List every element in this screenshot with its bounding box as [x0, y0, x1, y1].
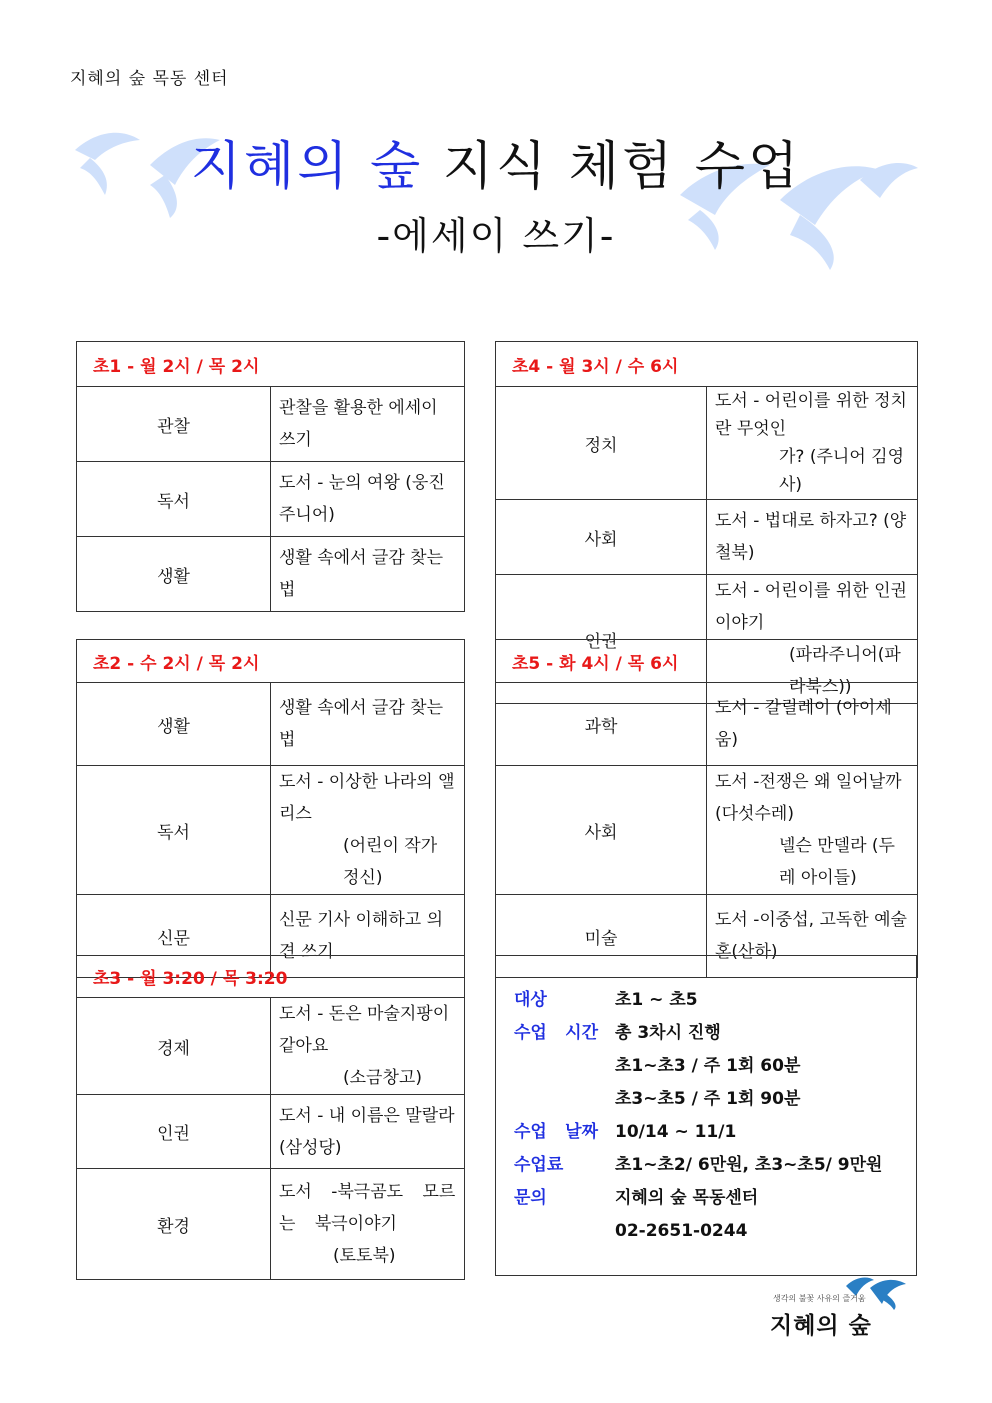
contact-label: 문의	[514, 1188, 547, 1208]
subject-cell: 환경	[77, 1169, 271, 1280]
description-cell: 도서 - 갈릴레이 (아이세움)	[707, 683, 918, 766]
description-cell: 도서 - 이상한 나라의 앨리스 (어린이 작가 정신)	[271, 766, 465, 895]
subject-cell: 사회	[496, 766, 707, 895]
date-label: 수업 날짜	[514, 1122, 598, 1142]
subject-cell: 정치	[496, 387, 707, 500]
class-header: 초3 - 월 3:20 / 목 3:20	[77, 956, 465, 998]
subject-cell: 사회	[496, 500, 707, 575]
subject-cell: 독서	[77, 766, 271, 895]
class-header: 초5 - 화 4시 / 목 6시	[496, 640, 918, 683]
class-header: 초4 - 월 3시 / 수 6시	[496, 342, 918, 387]
description-cell: 도서 - 어린이를 위한 인권 이야기 (파라주니어(파라북스))	[707, 575, 918, 704]
description-cell: 도서 - 돈은 마술지팡이 같아요 (소금창고)	[271, 998, 465, 1095]
subject-cell: 인권	[77, 1095, 271, 1169]
subject-cell: 관찰	[77, 387, 271, 462]
description-cell: 도서 - 어린이를 위한 정치란 무엇인 가? (주니어 김영사)	[707, 387, 918, 500]
title-brand: 지혜의 숲	[190, 137, 424, 197]
class-table-grade3	[76, 955, 465, 1280]
target-label: 대상	[514, 990, 547, 1010]
page-title	[0, 124, 992, 199]
description-cell: 생활 속에서 글감 찾는 법	[271, 537, 465, 612]
class-header: 초1 - 월 2시 / 목 2시	[77, 342, 465, 387]
center-name: 지혜의 숲 목동 센터	[70, 69, 229, 89]
class-header: 초2 - 수 2시 / 목 2시	[77, 640, 465, 683]
time-detail-2: 초3~초5 / 주 1회 90분	[615, 1089, 801, 1109]
page-subtitle: -에세이 쓰기-	[376, 214, 616, 258]
description-cell: 도서 -이중섭, 고독한 예술혼(산하)	[707, 895, 918, 978]
description-cell: 도서 -전쟁은 왜 일어날까(다섯수레) 넬슨 만델라 (두레 아이들)	[707, 766, 918, 895]
subject-cell: 미술	[496, 895, 707, 978]
subject-cell: 생활	[77, 537, 271, 612]
fee-value: 초1~초2/ 6만원, 초3~초5/ 9만원	[615, 1155, 883, 1175]
class-table-grade2	[76, 639, 465, 978]
contact-value: 지혜의 숲 목동센터	[615, 1188, 759, 1208]
time-detail-1: 초1~초3 / 주 1회 60분	[615, 1056, 801, 1076]
subject-cell: 과학	[496, 683, 707, 766]
date-value: 10/14 ~ 11/1	[615, 1122, 737, 1142]
logo-name: 지혜의 숲	[770, 1313, 872, 1339]
time-label: 수업 시간	[514, 1023, 598, 1043]
subject-cell: 독서	[77, 462, 271, 537]
subject-cell: 신문	[77, 895, 271, 978]
target-value: 초1 ~ 초5	[615, 990, 698, 1010]
class-info-box	[495, 955, 917, 1276]
description-cell: 생활 속에서 글감 찾는 법	[271, 683, 465, 766]
class-table-grade5	[495, 639, 918, 978]
class-table-grade1	[76, 341, 465, 612]
description-cell: 신문 기사 이해하고 의견 쓰기	[271, 895, 465, 978]
subject-cell: 생활	[77, 683, 271, 766]
phone-number: 02-2651-0244	[615, 1221, 748, 1241]
description-cell: 도서 - 법대로 하자고? (양철북)	[707, 500, 918, 575]
description-cell: 관찰을 활용한 에세이 쓰기	[271, 387, 465, 462]
subject-cell: 인권	[496, 575, 707, 704]
fee-label: 수업료	[514, 1155, 564, 1175]
title-main: 지식 체험 수업	[442, 137, 802, 197]
logo-slogan: 생각의 불꽃 사유의 즐거움	[773, 1294, 866, 1303]
description-cell: 도서 - 내 이름은 말랄라 (삼성당)	[271, 1095, 465, 1169]
description-cell: 도서 - 눈의 여왕 (웅진 주니어)	[271, 462, 465, 537]
subject-cell: 경제	[77, 998, 271, 1095]
logo-bird-icon	[842, 1272, 912, 1310]
time-value: 총 3차시 진행	[615, 1023, 721, 1043]
description-cell: 도서 -북극곰도 모르는 북극이야기 (토토북)	[271, 1169, 465, 1280]
